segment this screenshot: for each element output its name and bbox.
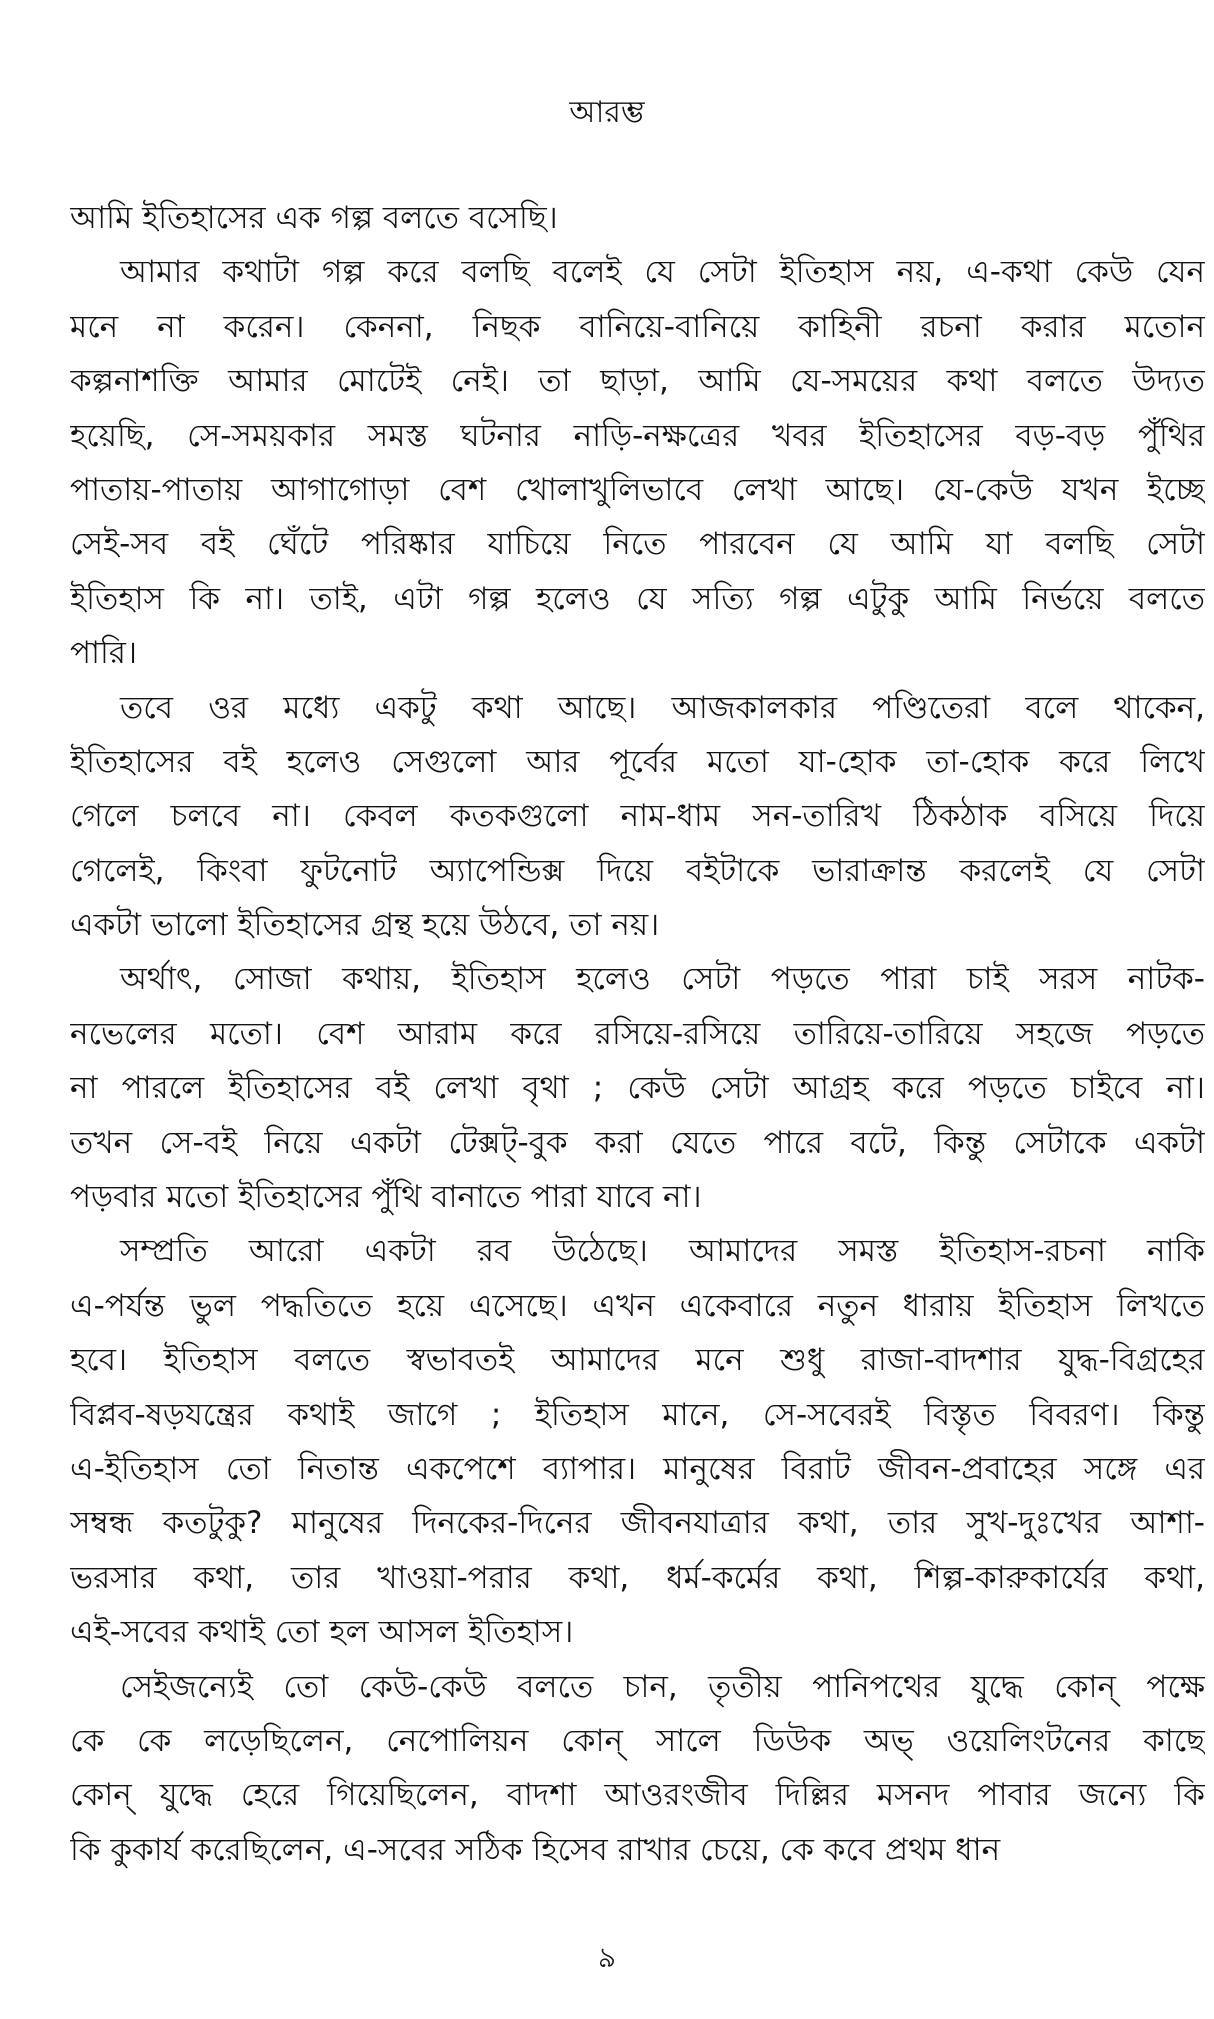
text-line: সেইজন্যেই তো কেউ-কেউ বলতে চান, তৃতীয় পানিপথের যুদ্ধে কোন্ পক্ষে: [120, 1668, 1205, 1705]
text-line: এ-ইতিহাস তো নিতান্ত একপেশে ব্যাপার। মানুষের বিরাট জীবন-প্রবাহের সঙ্গে এর: [70, 1450, 1205, 1487]
text-line: পড়বার মতো ইতিহাসের পুঁথি বানাতে পারা যাবে না।: [70, 1179, 702, 1216]
text-line: এ-পর্যন্ত ভুল পদ্ধতিতে হয়ে এসেছে। এখন একেবারে নতুন ধারায় ইতিহাস লিখতে: [70, 1287, 1205, 1324]
text-line: ইতিহাস কি না। তাই, এটা গল্প হলেও যে সত্যি গল্প এটুকু আমি নির্ভয়ে বলতে: [70, 580, 1205, 617]
text-line: হবে। ইতিহাস বলতে স্বভাবতই আমাদের মনে শুধু রাজা-বাদশার যুদ্ধ-বিগ্রহের: [70, 1342, 1205, 1379]
paragraph: [70, 681, 1205, 953]
page-number: ৯: [597, 1941, 617, 1974]
text-line: ইতিহাসের বই হলেও সেগুলো আর পূর্বের মতো যা-হোক তা-হোক করে লিখে: [70, 743, 1205, 780]
text-line: একটা ভালো ইতিহাসের গ্রন্থ হয়ে উঠবে, তা নয়।: [70, 907, 660, 944]
text-line: আমার কথাটা গল্প করে বলছি বলেই যে সেটা ইতিহাস নয়, এ-কথা কেউ যেন: [120, 254, 1205, 291]
paragraph: [70, 245, 1205, 680]
text-line: হয়েছি, সে-সময়কার সমস্ত ঘটনার নাড়ি-নক্ষত্রের খবর ইতিহাসের বড়-বড় পুঁথির: [70, 417, 1205, 454]
paragraph: [70, 1660, 1205, 1878]
text-line: অর্থাৎ, সোজা কথায়, ইতিহাস হলেও সেটা পড়তে পারা চাই সরস নাটক-: [120, 961, 1205, 998]
text-line: গেলে চলবে না। কেবল কতকগুলো নাম-ধাম সন-তারিখ ঠিকঠাক বসিয়ে দিয়ে: [70, 798, 1205, 835]
page-body: [70, 191, 1205, 1877]
text-line: কল্পনাশক্তি আমার মোটেই নেই। তা ছাড়া, আমি যে-সময়ের কথা বলতে উদ্যত: [70, 363, 1205, 400]
text-line: ভরসার কথা, তার খাওয়া-পরার কথা, ধর্ম-কর্মের কথা, শিল্প-কারুকার্যের কথা,: [70, 1559, 1205, 1596]
text-line: কি কুকার্য করেছিলেন, এ-সবের সঠিক হিসেব রাখার চেয়ে, কে কবে প্রথম ধান: [70, 1831, 1001, 1868]
text-line: এই-সবের কথাই তো হল আসল ইতিহাস।: [70, 1614, 574, 1651]
text-line: মনে না করেন। কেননা, নিছক বানিয়ে-বানিয়ে কাহিনী রচনা করার মতোন: [70, 308, 1205, 345]
paragraph: [70, 191, 1205, 245]
text-line: পাতায়-পাতায় আগাগোড়া বেশ খোলাখুলিভাবে লেখা আছে। যে-কেউ যখন ইচ্ছে: [70, 471, 1205, 508]
text-line: আমি ইতিহাসের এক গল্প বলতে বসেছি।: [70, 200, 558, 236]
text-line: কোন্ যুদ্ধে হেরে গিয়েছিলেন, বাদশা আওরংজীব দিল্লির মসনদ পাবার জন্যে কি: [70, 1777, 1205, 1814]
text-line: সম্প্রতি আরো একটা রব উঠেছে। আমাদের সমস্ত ইতিহাস-রচনা নাকি: [120, 1233, 1205, 1270]
text-line: কে কে লড়েছিলেন, নেপোলিয়ন কোন্ সালে ডিউক অভ্ ওয়েলিংটনের কাছে: [70, 1722, 1205, 1759]
text-line: সম্বন্ধ কতটুকু? মানুষের দিনকের-দিনের জীবনযাত্রার কথা, তার সুখ-দুঃখের আশা-: [70, 1505, 1205, 1542]
paragraph: [70, 952, 1205, 1224]
text-line: সেই-সব বই ঘেঁটে পরিষ্কার যাচিয়ে নিতে পারবেন যে আমি যা বলছি সেটা: [70, 526, 1205, 563]
text-line: গেলেই, কিংবা ফুটনোট অ্যাপেন্ডিক্স দিয়ে বইটাকে ভারাক্রান্ত করলেই যে সেটা: [70, 852, 1205, 889]
text-line: তবে ওর মধ্যে একটু কথা আছে। আজকালকার পণ্ডিতেরা বলে থাকেন,: [120, 689, 1205, 726]
text-line: নভেলের মতো। বেশ আরাম করে রসিয়ে-রসিয়ে তারিয়ে-তারিয়ে সহজে পড়তে: [70, 1015, 1205, 1052]
text-line: পারি।: [70, 635, 138, 672]
text-line: বিপ্লব-ষড়যন্ত্রের কথাই জাগে ; ইতিহাস মানে, সে-সবেরই বিস্তৃত বিবরণ। কিন্তু: [70, 1396, 1205, 1433]
text-line: তখন সে-বই নিয়ে একটা টেক্সট্-বুক করা যেতে পারে বটে, কিন্তু সেটাকে একটা: [70, 1124, 1205, 1161]
text-line: না পারলে ইতিহাসের বই লেখা বৃথা ; কেউ সেটা আগ্রহ করে পড়তে চাইবে না।: [70, 1070, 1205, 1107]
chapter-title: আরম্ভ: [569, 95, 645, 130]
paragraph: [70, 1224, 1205, 1659]
